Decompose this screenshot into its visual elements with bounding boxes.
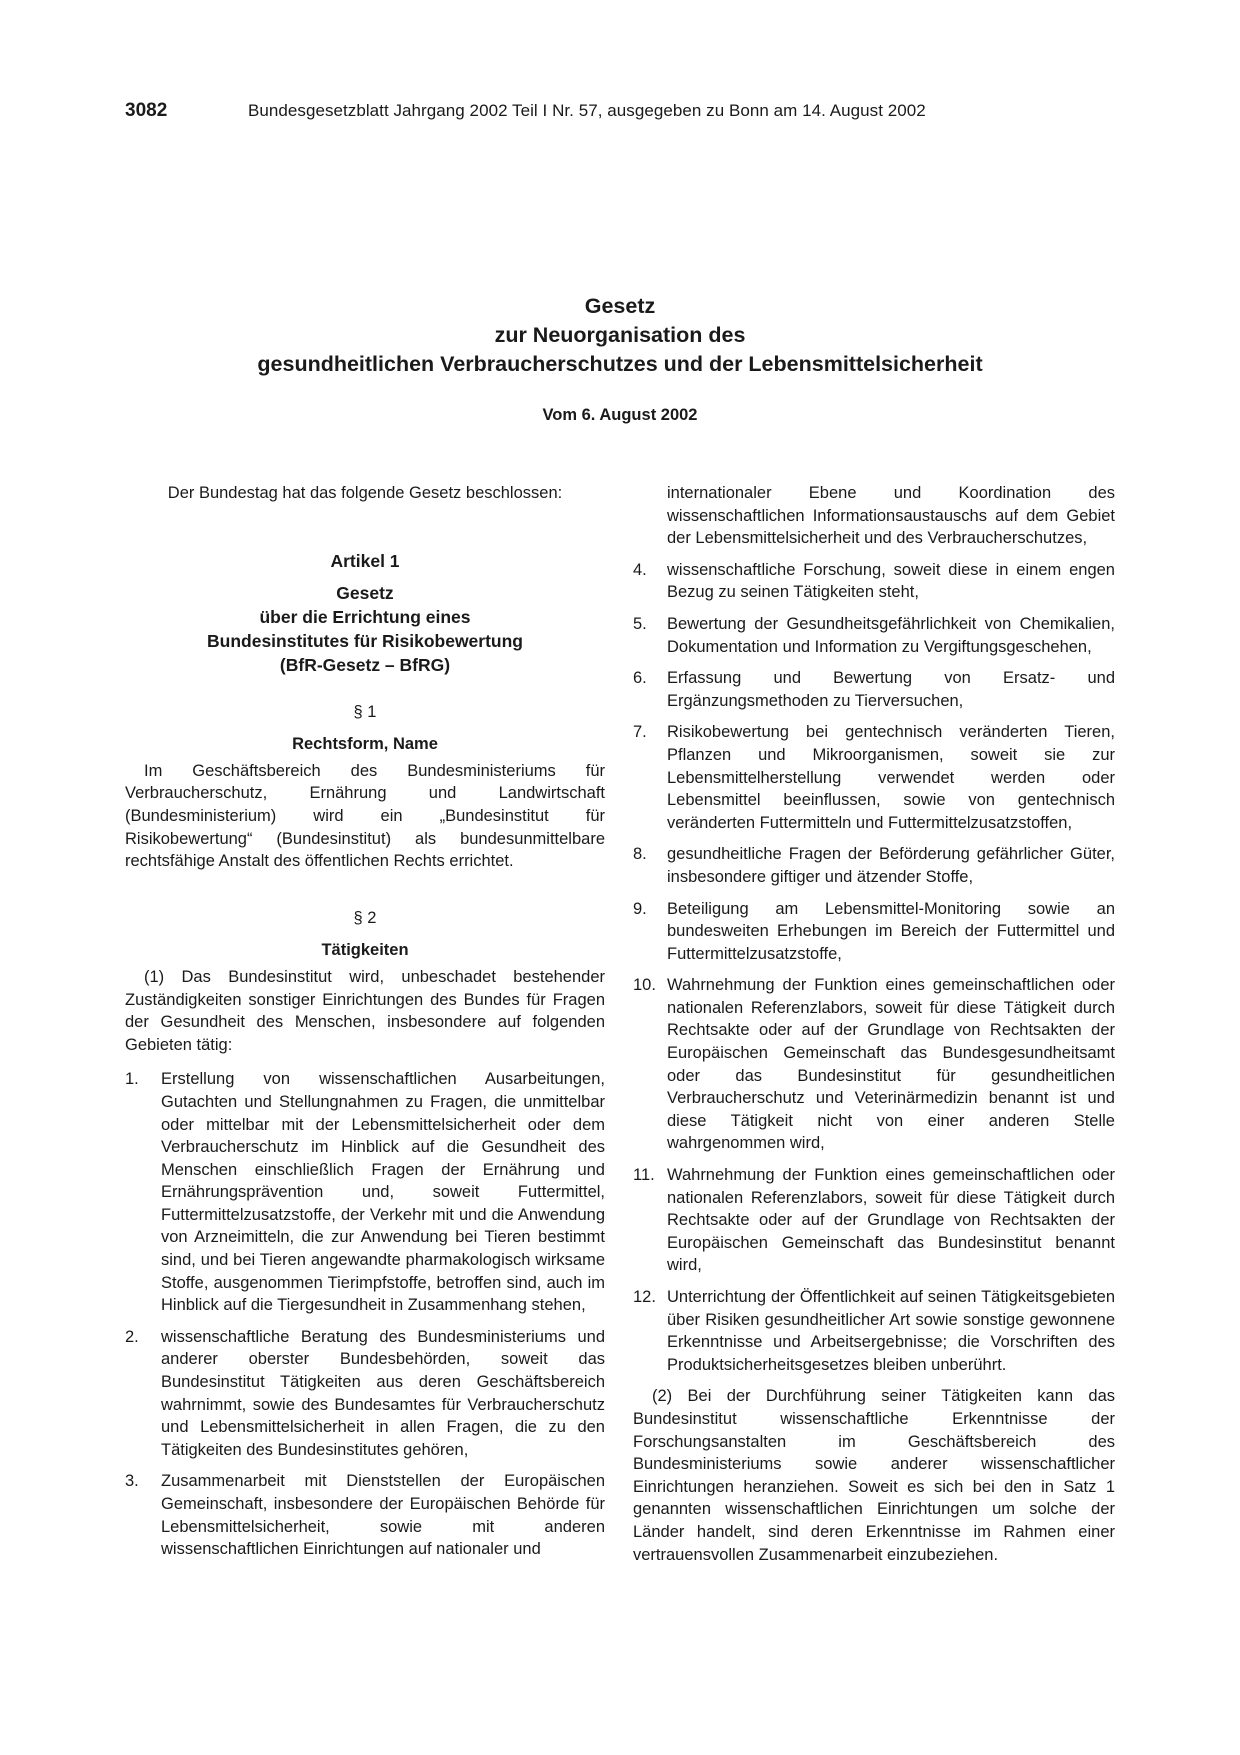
list-item: 4. wissenschaftliche Forschung, soweit diese in einem engen Bezug zu seinen Tätigkeiten steht,	[633, 560, 1115, 602]
list-item: 5. Bewertung der Gesundheitsgefährlichkeit von Chemikalien, Dokumentation und Information zu Vergiftungsgeschehen,	[633, 614, 1115, 656]
left-column	[125, 482, 605, 1570]
section-2-paragraph-1: (1) Das Bundesinstitut wird, unbeschadet bestehender Zuständigkeiten sonstiger Einrichtungen des Bundes für Fragen der Gesundheit des Menschen, insbesondere auf folgenden Gebieten tätig:	[125, 967, 605, 1054]
title-line-1: Gesetz	[584, 294, 656, 318]
article-law-line-2: über die Errichtung eines	[259, 606, 471, 627]
list-item: 9. Beteiligung am Lebensmittel-Monitoring sowie an bundesweiten Erhebungen im Bereich der Futtermittel und Futtermittelzusatzstoffe,	[633, 899, 1115, 963]
law-date: Vom 6. August 2002	[542, 406, 698, 424]
list-item: 6. Erfassung und Bewertung von Ersatz- und Ergänzungsmethoden zu Tierversuchen,	[633, 669, 1115, 710]
list-item-3-continued: internationaler Ebene und Koordination des wissenschaftlichen Informationsaustauschs auf dem Gebiet der Lebensmittelsicherheit und des Verbraucherschutzes,	[667, 484, 1115, 548]
list-item: 12. Unterrichtung der Öffentlichkeit auf seinen Tätigkeitsgebieten über Risiken gesundheitlicher Art sowie sonstige gewonnene Erkenntnisse und Arbeitsergebnisse; die Vorschriften des Produktsicherheitsgesetzes bleiben unberührt.	[633, 1288, 1115, 1374]
section-2-title: Tätigkeiten	[321, 941, 409, 960]
list-item: 2. wissenschaftliche Beratung des Bundesministeriums und anderer oberster Bundesbehörden, soweit das Bundesinstitut Tätigkeiten aus deren Geschäftsbereich wahrnimmt, sowie des Bundesamtes für Verbraucherschutz und Lebensmittelsicherheit in allen Fragen, die zu den Tätigkeiten des Bundesinstitutes gehören,	[125, 1327, 605, 1459]
section-2-paragraph-2: (2) Bei der Durchführung seiner Tätigkeiten kann das Bundesinstitut wissenschaftliche Erkenntnisse der Forschungsanstalten im Geschäftsbereich des Bundesministeriums sowie anderer wissenschaftlicher Einrichtungen heranziehen. Soweit es sich bei den in Satz 1 genannten wissenschaftlichen Einrichtungen um solche der Länder handelt, sind deren Erkenntnisse im Rahmen einer vertrauensvollen Zusammenarbeit einzubeziehen.	[633, 1387, 1115, 1564]
article-law-line-3: Bundesinstitutes für Risikobewertung	[207, 630, 523, 651]
task-list-left	[125, 1068, 605, 1560]
section-1-sign: § 1	[353, 702, 377, 721]
list-item: 10. Wahrnehmung der Funktion eines gemeinschaftlichen oder nationalen Referenzlabors, soweit für diese Tätigkeit durch Rechtsakte oder auf der Grundlage von Rechtsakten der Europäischen Gemeinschaft das Bundesgesundheitsamt oder das Bundesinstitut für gesundheitlichen Verbraucherschutz und Veterinärmedizin benannt ist und diese Tätigkeit nicht von einer anderen Stelle wahrgenommen wird,	[633, 976, 1115, 1153]
list-item: 3. Zusammenarbeit mit Dienststellen der Europäischen Gemeinschaft, insbesondere der Europäischen Behörde für Lebensmittelsicherheit, sowie mit anderen wissenschaftlichen Einrichtungen auf nationaler und	[125, 1472, 605, 1559]
article-law-line-4: (BfR-Gesetz – BfRG)	[279, 654, 451, 675]
title-line-3: gesundheitlichen Verbraucherschutzes und der Lebensmittelsicherheit	[257, 352, 983, 376]
section-2-sign: § 2	[353, 908, 377, 927]
section-1-title: Rechtsform, Name	[292, 735, 438, 754]
title-line-2: zur Neuorganisation des	[494, 323, 746, 347]
list-item: 1. Erstellung von wissenschaftlichen Ausarbeitungen, Gutachten und Stellungnahmen zu Fragen, die unmittelbar oder mittelbar mit der Lebensmittelsicherheit oder dem Verbraucherschutz im Hinblick auf die Gesundheit des Menschen einschließlich Fragen der Ernährung und Ernährungsprävention und, soweit Futtermittel, Futtermittelzusatzstoffe, der Verkehr mit und die Anwendung von Arzneimitteln, die zur Anwendung bei Tieren bestimmt sind, und bei Tieren angewandte pharmakologisch wirksame Stoffe, ausgenommen Tierimpfstoffe, betroffen sind, auch im Hinblick auf die Tiergesundheit in Zusammenhang stehen,	[125, 1070, 605, 1315]
list-item: 8. gesundheitliche Fragen der Beförderung gefährlicher Güter, insbesondere giftiger und ätzender Stoffe,	[633, 845, 1115, 886]
page-number: 3082	[125, 100, 168, 121]
law-title	[0, 292, 1240, 379]
list-item: 7. Risikobewertung bei gentechnisch veränderten Tieren, Pflanzen und Mikroorganismen, soweit sie zur Lebensmittelherstellung verwendet werden oder Lebensmittel beeinflussen, sowie von gentechnisch veränderten Futtermitteln und Futtermittelzusatzstoffen,	[633, 723, 1115, 832]
article-label: Artikel 1	[330, 550, 400, 571]
article-law-title	[125, 581, 605, 677]
list-item: 11. Wahrnehmung der Funktion eines gemeinschaftlichen oder nationalen Referenzlabors, soweit für diese Tätigkeit durch Rechtsakte oder auf der Grundlage von Rechtsakten der Europäischen Gemeinschaft das Bundesinstitut benannt wird,	[633, 1166, 1115, 1275]
section-1-text: Im Geschäftsbereich des Bundesministeriums für Verbraucherschutz, Ernährung und Landwirtschaft (Bundesministerium) wird ein „Bundesinstitut für Risikobewertung“ (Bundesinstitut) als bundesunmittelbare rechtsfähige Anstalt des öffentlichen Rechts errichtet.	[125, 761, 605, 871]
task-list-right	[633, 559, 1115, 1377]
publication-line: Bundesgesetzblatt Jahrgang 2002 Teil I Nr. 57, ausgegeben zu Bonn am 14. August 2002	[248, 101, 926, 120]
page-header	[125, 100, 1125, 130]
enactment-clause: Der Bundestag hat das folgende Gesetz beschlossen:	[167, 484, 563, 502]
right-column	[633, 482, 1115, 1566]
article-law-line-1: Gesetz	[336, 582, 394, 603]
